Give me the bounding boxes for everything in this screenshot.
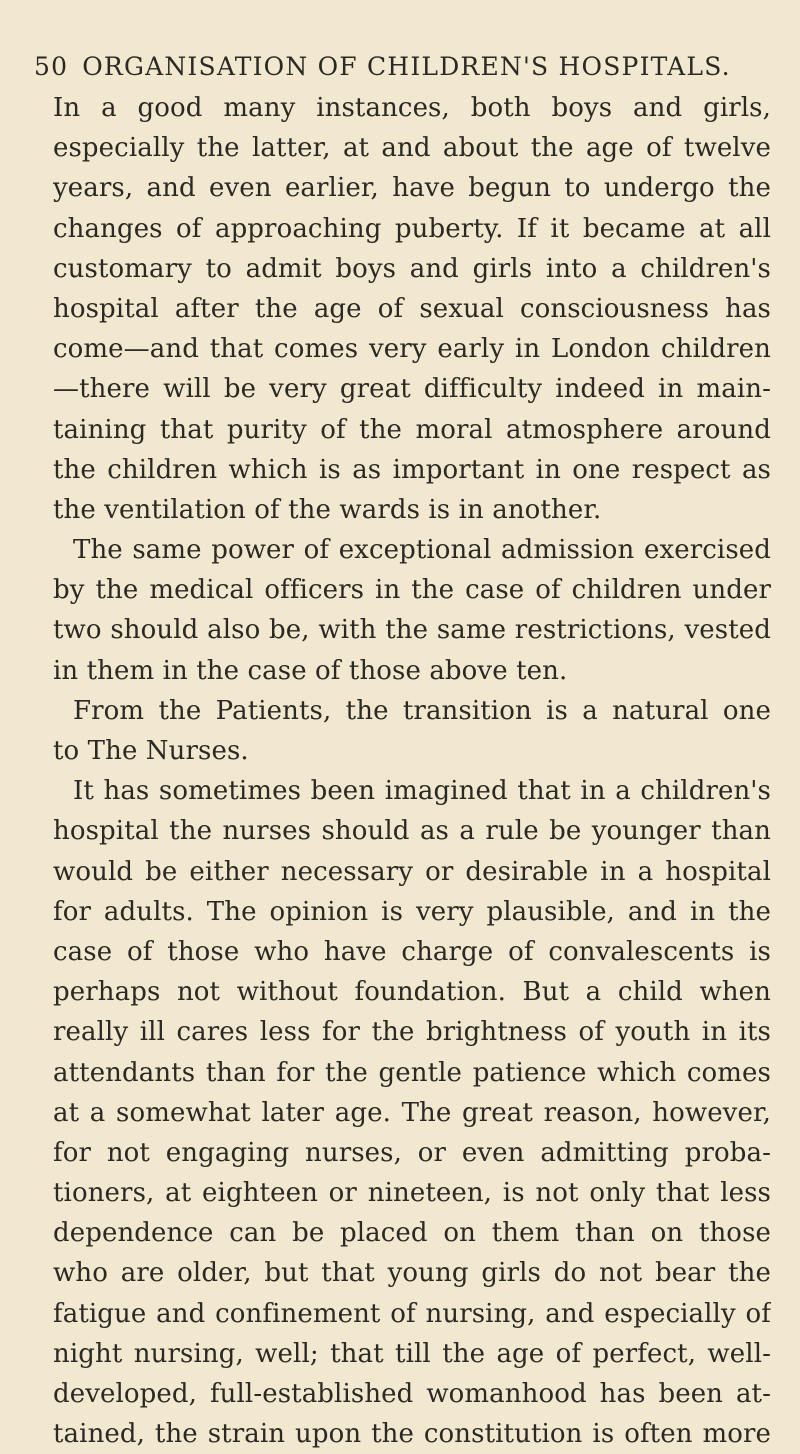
text-line: From the Patients, the transition is a natural one — [73, 695, 771, 726]
text-line: at a somewhat later age. The great reason, however, — [53, 1097, 771, 1128]
text-line: the ventilation of the wards is in another. — [53, 494, 602, 525]
text-line: for adults. The opinion is very plausible, and in the — [53, 896, 771, 927]
text-line: who are older, but that young girls do not bear the — [53, 1258, 771, 1289]
text-line: perhaps not without foundation. But a child when — [53, 977, 771, 1008]
running-title: ORGANISATION OF CHILDREN'S HOSPITALS. — [82, 52, 731, 81]
text-line: It has sometimes been imagined that in a children's — [73, 776, 771, 807]
running-head — [34, 50, 774, 84]
text-line: would be either necessary or desirable in a hospital — [53, 856, 771, 887]
text-line: night nursing, well; that till the age of perfect, well- — [53, 1338, 771, 1369]
text-line: to The Nurses. — [53, 736, 249, 766]
text-line: tained, the strain upon the constitution is often more — [53, 1419, 771, 1450]
text-line: especially the latter, at and about the age of twelve — [53, 133, 771, 164]
text-line: two should also be, with the same restrictions, vested — [53, 615, 771, 646]
text-line: In a good many instances, both boys and girls, — [53, 93, 771, 123]
page-number: 50 — [34, 52, 69, 81]
text-line: dependence can be placed on them than on those — [53, 1218, 771, 1249]
text-line: developed, full-established womanhood has been at- — [53, 1379, 771, 1409]
text-line: changes of approaching puberty. If it became at all — [53, 213, 771, 244]
text-line: hospital the nurses should as a rule be younger than — [53, 816, 771, 847]
text-line: taining that purity of the moral atmosphere around — [53, 414, 771, 445]
text-line: come—and that comes very early in London children — [53, 334, 771, 365]
body-text — [53, 88, 771, 1454]
text-line: really ill cares less for the brightness of youth in its — [53, 1017, 771, 1048]
text-line: —there will be very great difficulty indeed in main- — [53, 374, 771, 405]
text-line: customary to admit boys and girls into a children's — [53, 253, 771, 284]
text-line: years, and even earlier, have begun to undergo the — [53, 173, 771, 204]
text-line: the children which is as important in one respect as — [53, 454, 771, 485]
text-line: fatigue and confinement of nursing, and especially of — [53, 1298, 771, 1329]
text-line: tioners, at eighteen or nineteen, is not only that less — [53, 1178, 771, 1209]
text-line: case of those who have charge of convalescents is — [53, 936, 771, 967]
text-line: for not engaging nurses, or even admitting proba- — [53, 1137, 771, 1168]
text-line: attendants than for the gentle patience which comes — [53, 1057, 771, 1088]
text-line: hospital after the age of sexual consciousness has — [53, 293, 771, 324]
text-line: The same power of exceptional admission exercised — [73, 535, 771, 566]
text-line: in them in the case of those above ten. — [53, 655, 568, 686]
text-line: by the medical officers in the case of children under — [53, 575, 771, 606]
